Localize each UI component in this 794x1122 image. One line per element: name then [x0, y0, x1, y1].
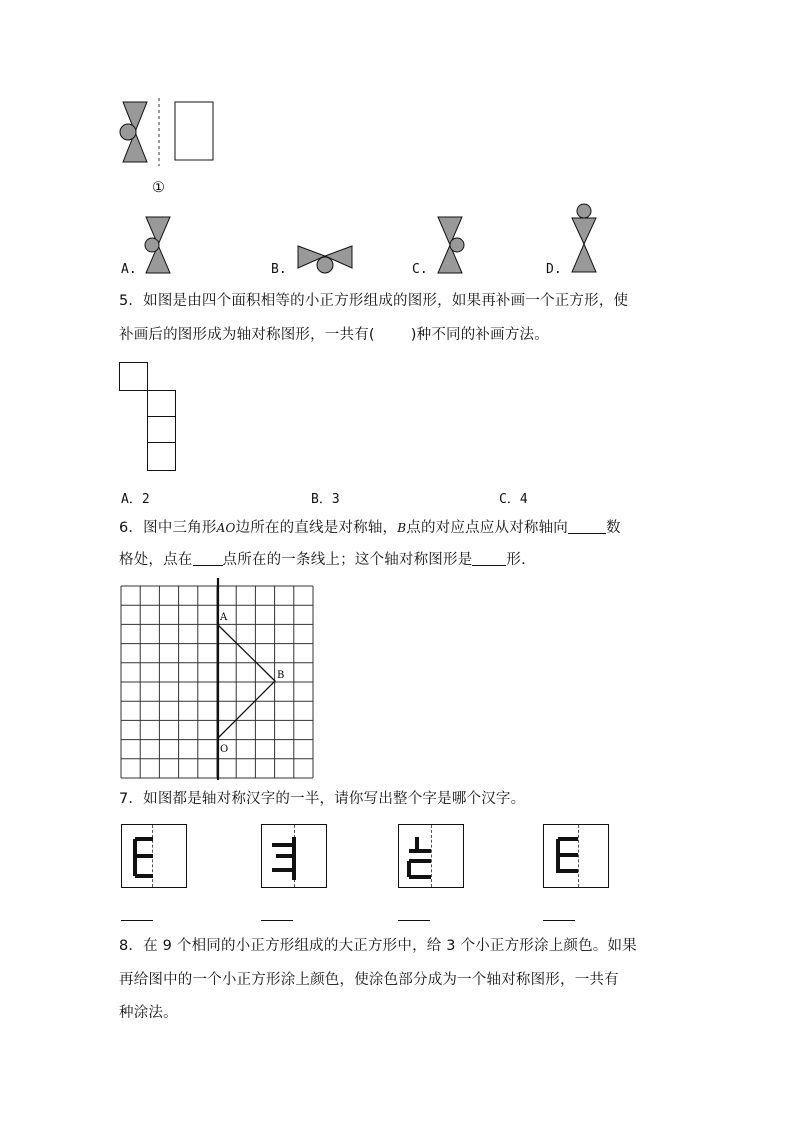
answer-blank[interactable] — [568, 519, 606, 534]
q5-option-a: A．2 — [121, 492, 150, 507]
half-character-glyph — [122, 825, 186, 887]
q6-question-line2 — [119, 550, 526, 570]
point-b-label: B — [277, 670, 285, 681]
q4-main-figure — [115, 98, 225, 168]
square-cell — [147, 362, 148, 392]
answer-line[interactable] — [543, 920, 575, 921]
half-character-box — [398, 824, 464, 888]
q6-point-name: B — [397, 521, 407, 535]
square-cell — [119, 362, 148, 391]
half-character-box — [261, 824, 327, 888]
square-cell — [147, 442, 176, 471]
q6-question-line1 — [119, 518, 621, 538]
q4-figure-label: ① — [152, 180, 166, 196]
q4-option-d-label: D. — [546, 262, 562, 277]
q6-grid-figure — [120, 578, 320, 780]
point-a-label: A — [220, 612, 228, 623]
q4-option-c-label: C. — [412, 262, 428, 277]
blank-rectangle — [175, 102, 213, 160]
point-o-label: O — [220, 744, 229, 755]
q4-option-b-label: B. — [271, 262, 287, 277]
half-character-box — [543, 824, 609, 888]
q4-option-c-figure — [434, 215, 470, 277]
q8-question-line2: 再给图中的一个小正方形涂上颜色，使涂色部分成为一个轴对称图形，一共有 — [119, 972, 619, 988]
q6-text: 点的对应点应从对称轴向 — [406, 520, 568, 536]
q6-axis-name: AO — [216, 521, 236, 535]
q4-option-a-label: A. — [121, 262, 137, 277]
q4-option-b-figure — [294, 240, 356, 276]
q6-text: 边所在的直线是对称轴， — [235, 520, 398, 536]
q6-text: 6．图中三角形 — [119, 520, 217, 536]
answer-line[interactable] — [121, 920, 153, 921]
half-character-glyph — [262, 825, 326, 887]
q6-text: 数 — [605, 520, 621, 536]
answer-blank[interactable] — [472, 551, 506, 566]
q4-option-a-figure — [140, 215, 176, 277]
q5-line2-prefix: 补画后的图形成为轴对称图形，一共有( — [119, 327, 375, 343]
half-character-glyph — [544, 825, 608, 887]
q8-question-line1: 8．在 9 个相同的小正方形组成的大正方形中，给 3 个小正方形涂上颜色。如果 — [119, 938, 637, 954]
half-circle-shape — [120, 124, 136, 140]
q6-text: 点所在的一条线上；这个轴对称图形是 — [222, 552, 473, 568]
q5-option-b: B．3 — [311, 492, 340, 507]
half-character-box — [121, 824, 187, 888]
square-cell — [147, 416, 176, 444]
half-character-glyph — [399, 825, 463, 887]
answer-line[interactable] — [398, 920, 430, 921]
q5-line2-suffix: )种不同的补画方法。 — [410, 327, 549, 343]
q8-question-line3: 种涂法。 — [119, 1005, 178, 1021]
q5-question-line2 — [119, 325, 549, 345]
square-cell — [147, 390, 176, 418]
answer-line[interactable] — [261, 920, 293, 921]
answer-blank[interactable] — [193, 551, 223, 566]
q5-option-c: C．4 — [499, 492, 528, 507]
q4-option-d-figure — [566, 202, 602, 276]
q5-question-line1: 5．如图是由四个面积相等的小正方形组成的图形，如果再补画一个正方形，使 — [119, 293, 629, 309]
q6-text: 形. — [506, 552, 526, 568]
q6-text: 格处，点在 — [119, 552, 193, 568]
q7-question: 7．如图都是轴对称汉字的一半，请你写出整个字是哪个汉字。 — [119, 791, 526, 807]
